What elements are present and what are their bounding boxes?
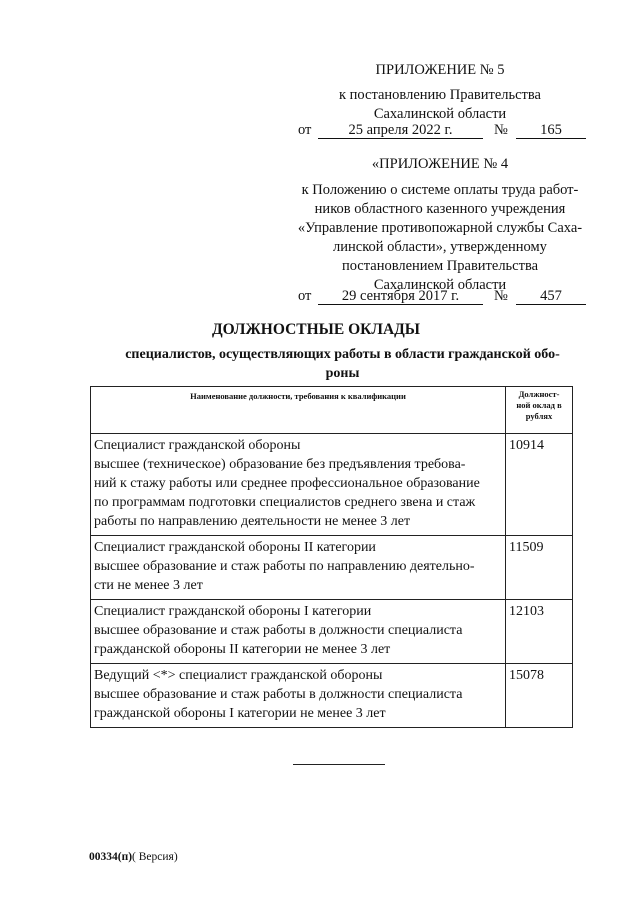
requirement-line: работы по направлению деятельности не менее 3 лет bbox=[94, 514, 411, 529]
appendix5-line2: Сахалинской области bbox=[373, 106, 507, 122]
appendix4-title: «ПРИЛОЖЕНИЕ № 4 bbox=[371, 156, 509, 172]
salary-cell: 12103 bbox=[506, 600, 573, 664]
appendix4-num-label: № bbox=[494, 288, 508, 304]
header-position: Наименование должности, требования к квалификации bbox=[91, 387, 506, 434]
salary-cell: 15078 bbox=[506, 664, 573, 728]
appendix4-line: к Положению о системе оплаты труда работ- bbox=[301, 182, 579, 198]
header-salary-line2: ной оклад в bbox=[516, 400, 562, 410]
appendix5-num-label: № bbox=[494, 122, 508, 138]
appendix5-date-prefix: от bbox=[298, 122, 312, 138]
table-header-row bbox=[91, 387, 573, 434]
header-salary-line1: Должност- bbox=[518, 389, 560, 399]
document-subtitle-line2: роны bbox=[325, 366, 360, 381]
requirement-line: высшее образование и стаж работы в должности специалиста bbox=[94, 687, 463, 702]
requirement-line: высшее образование и стаж работы по направлению деятельно- bbox=[94, 559, 475, 574]
position-cell bbox=[91, 664, 506, 728]
table-row bbox=[91, 664, 573, 728]
footer bbox=[89, 851, 178, 863]
position-title: Ведущий <*> специалист гражданской обороны bbox=[94, 668, 383, 683]
appendix5-date: 25 апреля 2022 г. bbox=[318, 121, 483, 139]
document-subtitle-line1: специалистов, осуществляющих работы в области гражданской обо- bbox=[125, 347, 560, 362]
appendix4-line: ников областного казенного учреждения bbox=[314, 201, 566, 217]
position-title: Специалист гражданской обороны II категории bbox=[94, 540, 376, 555]
end-rule bbox=[293, 764, 385, 765]
position-cell bbox=[91, 536, 506, 600]
appendix4-line: постановлением Правительства bbox=[341, 258, 539, 274]
table-row bbox=[91, 434, 573, 536]
appendix5-title: ПРИЛОЖЕНИЕ № 5 bbox=[375, 62, 505, 78]
appendix5-dateline bbox=[298, 121, 590, 140]
requirement-line: гражданской обороны II категории не менее 3 лет bbox=[94, 642, 391, 657]
appendix4-number: 457 bbox=[516, 287, 586, 305]
salary-table bbox=[90, 386, 573, 728]
requirement-line: высшее (техническое) образование без предъявления требова- bbox=[94, 457, 466, 472]
footer-code: 00334(п) bbox=[89, 851, 133, 863]
document-subtitle bbox=[110, 345, 575, 383]
requirement-line: ний к стажу работы или среднее профессиональное образование bbox=[94, 476, 480, 491]
appendix4-dateline bbox=[298, 287, 590, 306]
appendix4-line: линской области», утвержденному bbox=[333, 239, 547, 255]
appendix4-date: 29 сентября 2017 г. bbox=[318, 287, 483, 305]
header-salary bbox=[506, 387, 573, 434]
salary-cell: 10914 bbox=[506, 434, 573, 536]
position-cell bbox=[91, 600, 506, 664]
position-title: Специалист гражданской обороны bbox=[94, 438, 301, 453]
appendix4-date-prefix: от bbox=[298, 288, 312, 304]
header-salary-line3: рублях bbox=[525, 411, 553, 421]
requirement-line: высшее образование и стаж работы в должности специалиста bbox=[94, 623, 463, 638]
appendix5-line1: к постановлению Правительства bbox=[339, 87, 541, 103]
appendix4-block bbox=[285, 155, 595, 295]
appendix5-block bbox=[290, 61, 590, 124]
requirement-line: гражданской обороны I категории не менее 3 лет bbox=[94, 706, 386, 721]
salary-cell: 11509 bbox=[506, 536, 573, 600]
footer-version: ( Версия) bbox=[132, 851, 178, 863]
position-title: Специалист гражданской обороны I категории bbox=[94, 604, 372, 619]
position-cell bbox=[91, 434, 506, 536]
requirement-line: сти не менее 3 лет bbox=[94, 578, 203, 593]
appendix4-line: Сахалинской области bbox=[373, 277, 507, 293]
table-row bbox=[91, 536, 573, 600]
appendix4-line: «Управление противопожарной службы Саха- bbox=[297, 220, 583, 236]
document-title: ДОЛЖНОСТНЫЕ ОКЛАДЫ bbox=[211, 321, 421, 338]
appendix5-number: 165 bbox=[516, 121, 586, 139]
table-row bbox=[91, 600, 573, 664]
requirement-line: по программам подготовки специалистов среднего звена и стаж bbox=[94, 495, 476, 510]
